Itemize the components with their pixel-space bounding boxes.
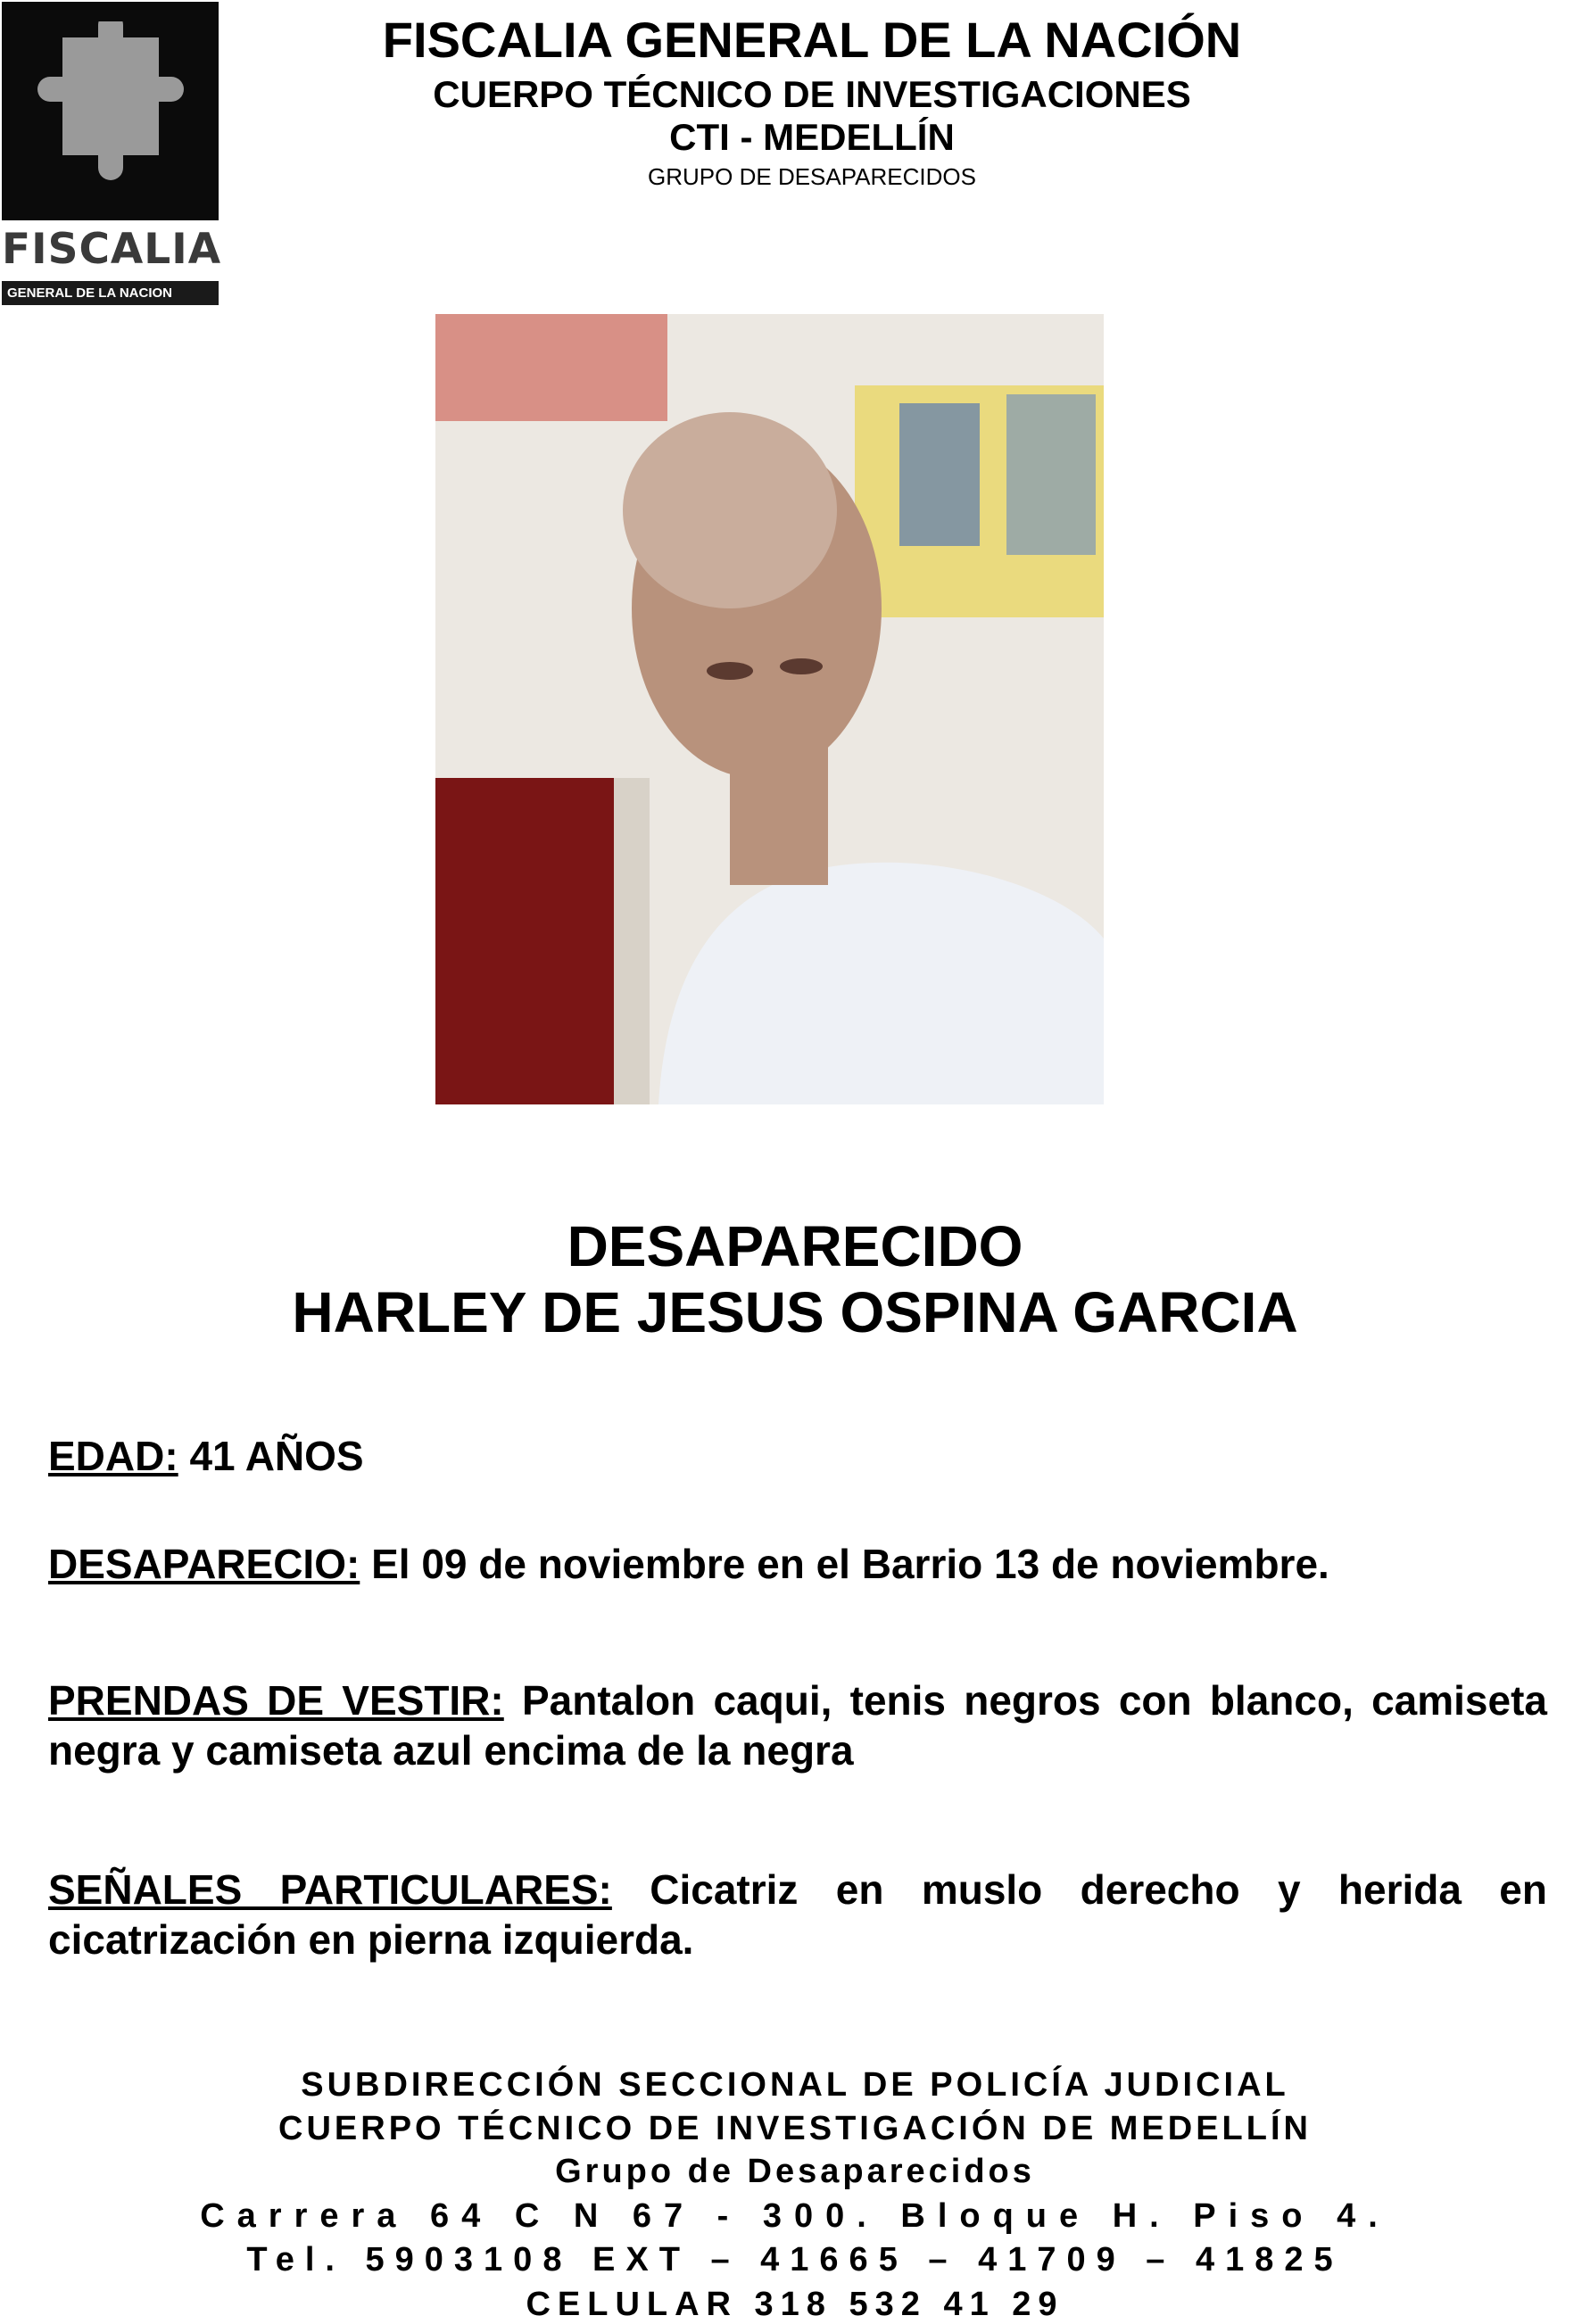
disappeared-label: DESAPARECIO: (48, 1541, 360, 1587)
footer-phone: Tel. 5903108 EXT – 41665 – 41709 – 41825 (246, 2241, 1344, 2279)
footer-address: Carrera 64 C N 67 - 300. Bloque H. Piso 4. (200, 2197, 1390, 2235)
distinguishing-marks-value: Cicatriz en muslo derecho y herida en cicatrización en pierna izquierda. (48, 1866, 1547, 1963)
missing-person-photo (435, 314, 1104, 1104)
agency-group: GRUPO DE DESAPARECIDOS (648, 163, 976, 190)
logo-subtitle: GENERAL DE LA NACION (2, 281, 219, 305)
agency-division: CUERPO TÉCNICO DE INVESTIGACIONES (433, 73, 1191, 115)
distinguishing-marks-label: SEÑALES PARTICULARES: (48, 1866, 612, 1913)
footer-mobile: CELULAR 318 532 41 29 (526, 2286, 1064, 2323)
disappeared-field (48, 1539, 1547, 1589)
age-field (48, 1431, 1547, 1481)
distinguishing-marks-field (48, 1865, 1547, 1964)
agency-title: FISCALIA GENERAL DE LA NACIÓN (382, 12, 1242, 68)
footer-line-2: CUERPO TÉCNICO DE INVESTIGACIÓN DE MEDELLÍN (278, 2110, 1312, 2147)
person-name: HARLEY DE JESUS OSPINA GARCIA (292, 1280, 1298, 1344)
fiscalia-logo (2, 2, 222, 305)
clothing-value: Pantalon caqui, tenis negros con blanco, camiseta negra y camiseta azul encima de la negra (48, 1677, 1547, 1774)
age-label: EDAD: (48, 1433, 178, 1479)
status-title: DESAPARECIDO (567, 1214, 1023, 1278)
footer-line-1: SUBDIRECCIÓN SECCIONAL DE POLICÍA JUDICIAL (301, 2066, 1289, 2104)
disappeared-value: El 09 de noviembre en el Barrio 13 de noviembre. (360, 1541, 1329, 1587)
footer-line-3: Grupo de Desaparecidos (555, 2153, 1035, 2190)
clothing-field (48, 1675, 1547, 1775)
logo-wordmark: FISCALIA (2, 225, 222, 274)
agency-city: CTI - MEDELLÍN (669, 116, 955, 158)
clothing-label: PRENDAS DE VESTIR: (48, 1677, 504, 1724)
age-value: 41 AÑOS (178, 1433, 364, 1479)
puzzle-piece-icon (2, 2, 219, 220)
